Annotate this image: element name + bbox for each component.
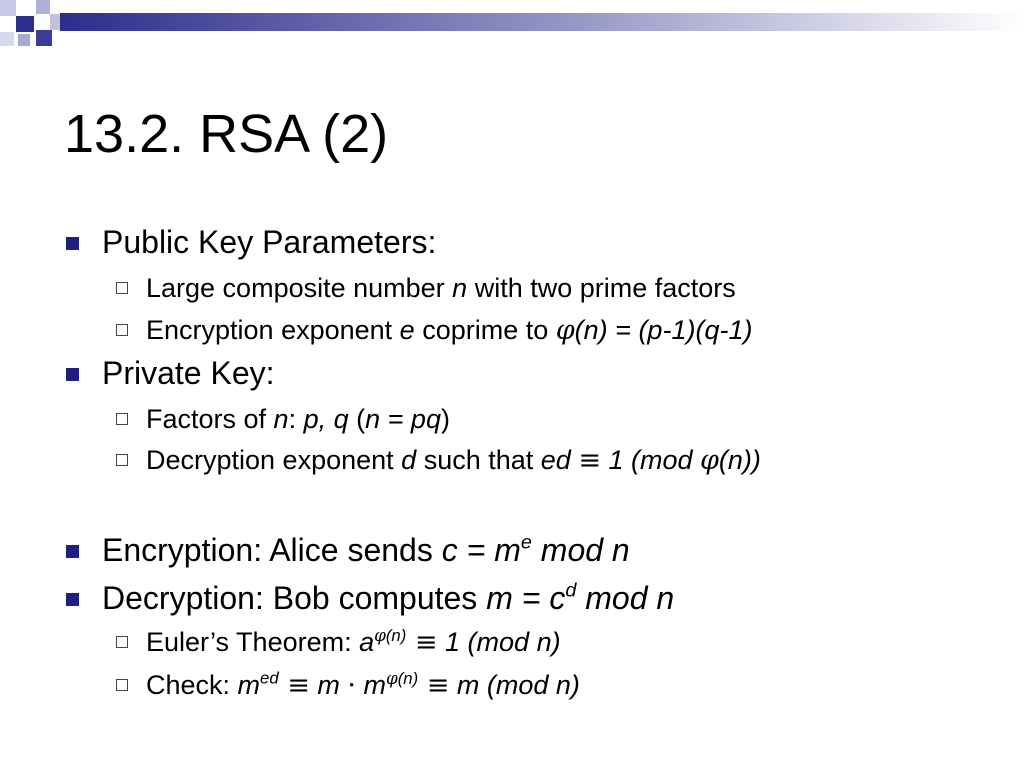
encryption-line: Encryption: Alice sends $c = m^e$ mod n [102,531,630,568]
public-key-modulus: Large composite number n with two prime factors [146,273,736,303]
slide-title: 13.2. RSA (2) [64,104,389,164]
public-key-heading: Public Key Parameters: [102,224,437,260]
bullet-square [66,368,79,381]
euler-theorem-line: Euler’s Theorem: $a^{\varphi(n)} \equiv 1$ (mod n) [146,624,561,658]
bullet-hollow [116,454,128,466]
private-key-heading: Private Key: [102,355,275,391]
bullet-hollow [116,679,128,691]
bullet-square [66,545,79,558]
bullet-hollow [116,324,128,336]
public-key-exponent: Encryption exponent e coprime to φ(n) = (p-1)(q-1) [146,315,753,346]
bullet-hollow [116,636,128,648]
bullet-square [66,593,79,606]
private-key-exponent: Decryption exponent d such that ed ≡ 1 (mod φ(n)) [146,445,761,476]
header-decoration [0,0,1024,50]
private-key-factors: Factors of n: p, q (n = pq) [146,404,450,434]
bullet-hollow [116,413,128,425]
decryption-line: Decryption: Bob computes $m = c^d$ mod n [102,579,675,616]
check-line: Check: $m^{ed} \equiv m \cdot m^{\varphi(n)} \equiv m$ (mod n) [146,667,580,701]
bullet-hollow [116,282,128,294]
bullet-square [66,237,79,250]
